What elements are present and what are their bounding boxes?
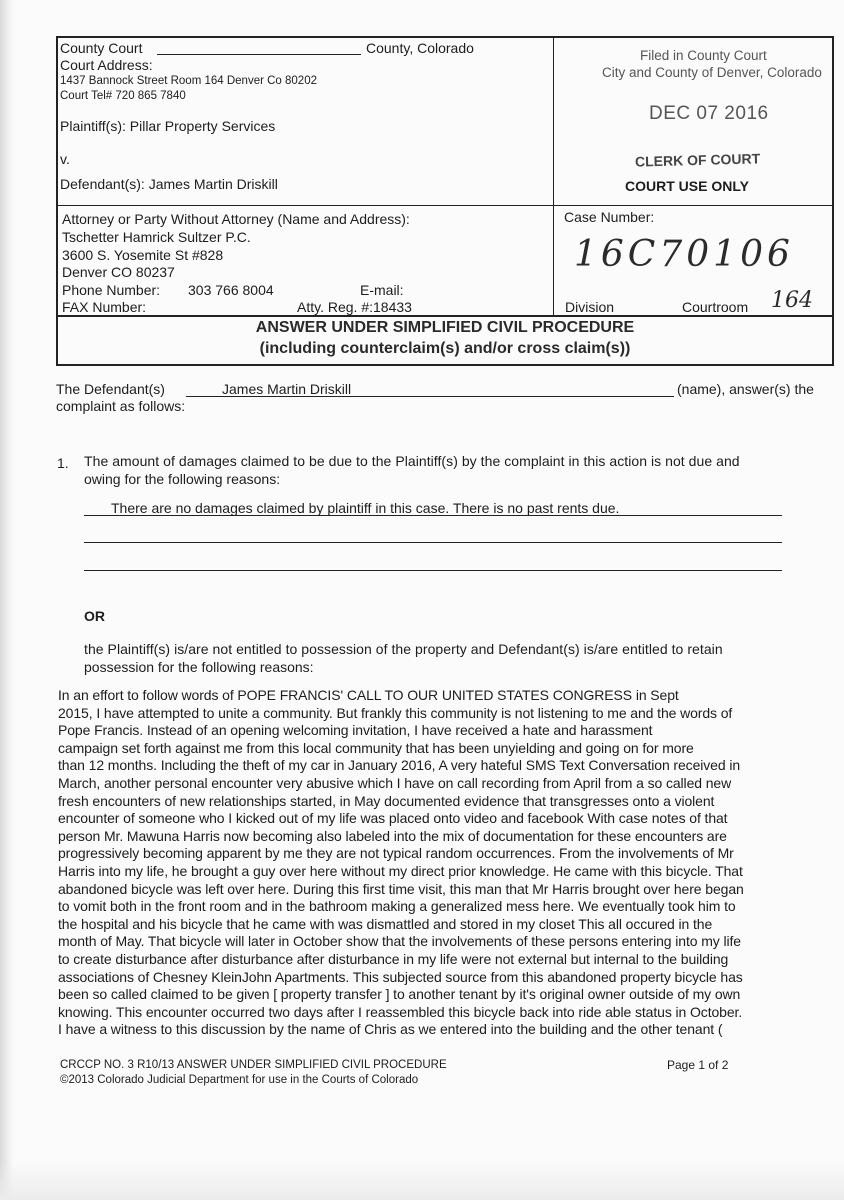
damages-answer: There are no damages claimed by plaintiff in this case. There is no past rents due. [111,500,620,516]
answer-line: than 12 months. Including the theft of my car in January 2016, A very hateful SMS Text Conversation received in [58,757,741,774]
box-row-divider [56,205,834,206]
answer-line: progressively becoming apparent by me they are not typical random occurrences. From the involvements of Mr [58,845,734,862]
or-label: OR [84,608,105,624]
defendant-name: James Martin Driskill [222,381,352,397]
stamp-filed-line: Filed in County Court [640,48,767,63]
answer-line: month of May. That bicycle will later in October show that the involvements of these persons entering into my life [58,933,741,950]
answer-line: associations of Chesney KleinJohn Apartments. This subjected source from this abandoned property bicycle has [58,968,743,985]
stamp-city-line: City and County of Denver, Colorado [602,65,822,80]
attorney-label: Attorney or Party Without Attorney (Name and Address): [62,211,410,227]
courtroom-label: Courtroom [682,299,749,315]
form-id: CRCCP NO. 3 R10/13 ANSWER UNDER SIMPLIFIED CIVIL PROCEDURE [60,1059,447,1071]
defendant-prefix: The Defendant(s) [56,381,165,397]
attorney-city: Denver CO 80237 [62,264,175,280]
answer-line: to create disturbance after disturbance after disturbance in my life were not external but internal to the building [58,951,729,967]
answer-line: Pope Francis. Instead of an opening welcoming invitation, I have received a hate and harassment [58,722,653,739]
box-top-border [56,36,834,38]
form-title-line2: (including counterclaim(s) and/or cross claim(s)) [259,340,631,357]
case-number-handwritten: 16C70106 [574,234,794,275]
court-use-only: COURT USE ONLY [625,178,749,194]
defendant-suffix: (name), answer(s) the [677,381,814,397]
answer-line: encounter of someone who I kicked out of my life was placed onto video and facebook With case notes of that [58,810,728,827]
answer-line: to vomit both in the front room and in the bathroom making a generalized mess here. We eventually took him to [58,898,736,915]
answer-line: 2015, I have attempted to unite a community. But frankly this community is not listening to me and the words of [58,704,733,721]
versus-label: v. [60,151,70,167]
court-address: 1437 Bannock Street Room 164 Denver Co 80202 [60,75,317,87]
phone-label: Phone Number: [62,282,161,298]
answer-line: abandoned bicycle was left over here. During this first time visit, this man that Mr Harris brought over here began [58,880,744,897]
answer-line: knowing. This encounter occurred two days after I reassembled this bicycle back into ride able status in October. [58,1003,743,1020]
fax-label: FAX Number: [62,299,147,315]
form-title-line1: ANSWER UNDER SIMPLIFIED CIVIL PROCEDURE [255,319,635,336]
plaintiff-line: Plaintiff(s): Pillar Property Services [60,118,276,134]
stamp-clerk: CLERK OF COURT [634,150,761,170]
courtroom-handwritten: 164 [771,288,813,313]
answer-line: I have a witness to this discussion by the name of Chris as we entered into the building and the other tenant ( [58,1021,723,1038]
possession-line1: the Plaintiff(s) is/are not entitled to possession of the property and Defendant(s) is/are entitled to retain [84,641,723,657]
answer-line: person Mr. Mawuna Harris now becoming also labeled into the mix of documentation for these encounters are [58,827,727,844]
complaint-line: complaint as follows: [56,398,186,414]
item1-number: 1. [57,455,69,471]
stamp-date: DEC 07 2016 [649,103,769,124]
damages-line-3 [84,570,782,571]
court-address-label: Court Address: [60,57,153,73]
box-bottom-border [56,364,834,366]
phone-number: 303 766 8004 [188,282,274,298]
box-title-divider [56,315,834,317]
box-middle-divider [553,36,554,316]
county-blank-line [157,54,361,55]
atty-reg: Atty. Reg. #:18433 [297,299,412,315]
copyright: ©2013 Colorado Judicial Department for use in the Courts of Colorado [60,1074,419,1086]
answer-line: been so called claimed to be given [ property transfer ] to another tenant by it's original owner outside of my own [58,986,741,1003]
answer-line: Harris into my life, he brought a guy over here without my direct prior knowledge. He came with this bicycle. That [58,863,743,879]
court-tel: Court Tel# 720 865 7840 [60,90,186,102]
scan-shadow-left [0,0,14,1200]
item1-line1: The amount of damages claimed to be due to the Plaintiff(s) by the complaint in this action is not due and [84,453,740,469]
county-court-label: County Court [60,40,143,56]
county-suffix: County, Colorado [366,40,474,56]
answer-line: campaign set forth against me from this local community that has been unyielding and going on for more [58,739,694,756]
answer-line: In an effort to follow words of POPE FRANCIS' CALL TO OUR UNITED STATES CONGRESS in Sept [58,687,679,703]
email-label: E-mail: [360,282,404,298]
defendant-line: Defendant(s): James Martin Driskill [60,176,278,192]
attorney-street: 3600 S. Yosemite St #828 [62,247,224,263]
damages-line-2 [84,542,782,543]
answer-line: the hospital and his bicycle that he came with was dismattled and stored in my closet This all occured in the [58,915,713,932]
case-number-label: Case Number: [564,209,655,225]
answer-line: fresh encounters of new relationships started, in May documented evidence that transgresses onto a violent [58,792,715,809]
page-number: Page 1 of 2 [667,1058,729,1072]
answer-line: March, another personal encounter very abusive which I have on call recording from April from a so called new [58,775,732,791]
attorney-firm: Tschetter Hamrick Sultzer P.C. [62,229,251,245]
division-label: Division [565,299,615,315]
item1-line2: owing for the following reasons: [84,471,281,487]
scan-shadow-bottom [0,1160,844,1200]
possession-line2: possession for the following reasons: [84,659,314,675]
